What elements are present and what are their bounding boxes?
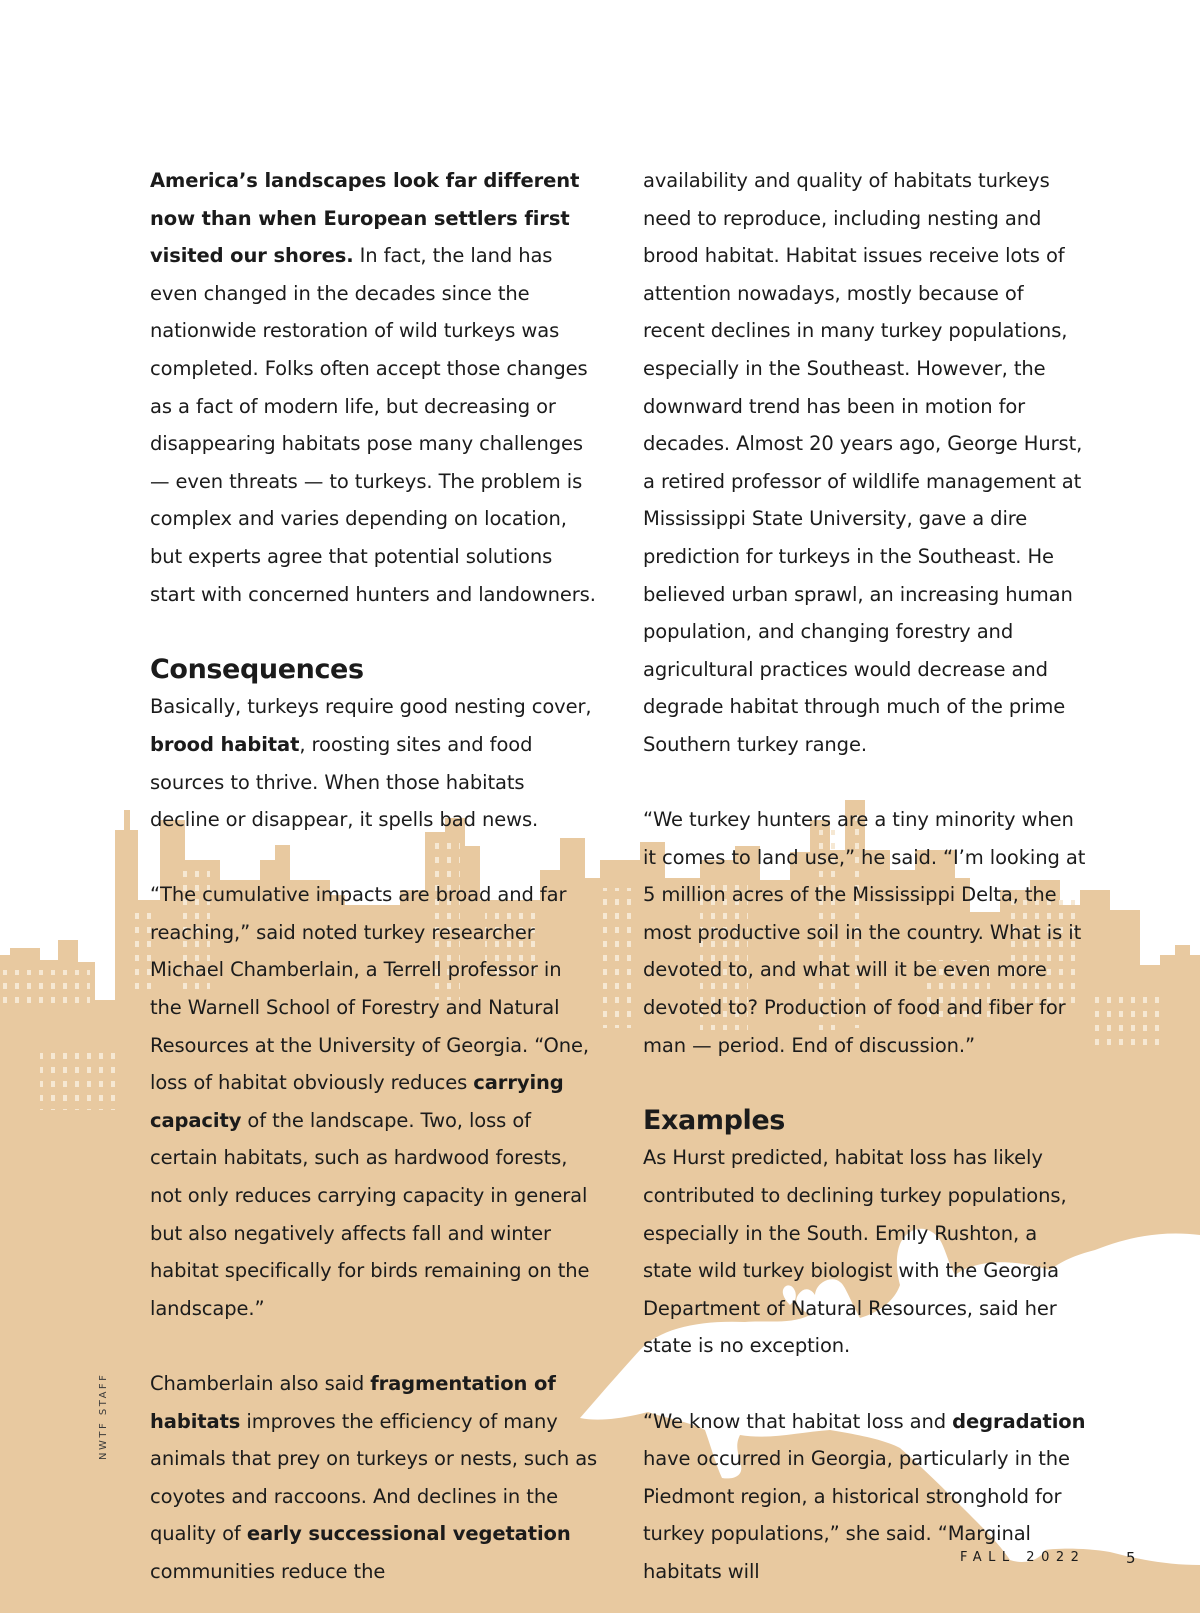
bold-term-early-successional-vegetation: early successional vegetation	[246, 1522, 571, 1546]
intro-body: In fact, the land has even changed in the decades since the nationwide restoration of wild turkeys was completed. Folks often accept those changes as a fact of modern life, but decreasing or disappearing habitats pose many challenges — even threats — to turkeys. The problem is complex and varies depending on location, but experts agree that potential solutions start with concerned hunters and landowners.	[150, 244, 596, 606]
text-run: Chamberlain also said	[150, 1372, 371, 1395]
paragraph-habitat-availability: availability and quality of habitats turkeys need to reproduce, including nesting and brood habitat. Habitat issues receive lots of attention nowadays, mostly because of recent declines in many turkey populations, especially in the Southeast. However, the downward trend has been in motion for decades. Almost 20 years ago, George Hurst, a retired professor of wildlife management at Mississippi State University, gave a dire prediction for turkeys in the Southeast. He believed urban sprawl, an increasing human population, and changing forestry and agricultural practices would decrease and degrade habitat through much of the prime Southern turkey range.	[643, 169, 1083, 756]
photo-credit: NWTF STAFF	[98, 1372, 109, 1460]
paragraph-fragmentation	[150, 1365, 598, 1591]
text-run: improves the efficiency of many animals that prey on turkeys or nests, such as coyotes and raccoons. And declines in the quality of	[150, 1409, 598, 1546]
right-column	[643, 162, 1091, 1591]
text-run: have occurred in Georgia, particularly in the Piedmont region, a historical stronghold for turkey populations,” she said. “Marginal habitats will	[643, 1447, 1070, 1583]
bold-term-brood-habitat: brood habitat	[150, 732, 300, 756]
bold-term-fragmentation: fragmentation of habitats	[150, 1372, 556, 1433]
intro-paragraph	[150, 162, 598, 613]
text-run: Basically, turkeys require good nesting cover,	[150, 695, 592, 719]
text-run: communities reduce the	[150, 1559, 386, 1583]
paragraph-hurst-quote: “We turkey hunters are a tiny minority when it comes to land use,” he said. “I’m looking at 5 million acres of the Mississippi Delta, the most productive soil in the country. What is it devoted to, and what will it be even more devoted to? Production of food and fiber for man — period. End of discussion.”	[643, 808, 1086, 1057]
paragraph-chamberlain-quote	[150, 876, 598, 1327]
paragraph-nesting	[150, 688, 598, 838]
bold-term-carrying-capacity: carrying capacity	[150, 1071, 564, 1132]
bold-term-degradation: degradation	[952, 1409, 1086, 1433]
text-run: of the landscape. Two, loss of certain habitats, such as hardwood forests, not only reduces carrying capacity in general but also negatively affects fall and winter habitat specifically for birds remaining on the landscape.”	[150, 1108, 590, 1320]
paragraph-rushton: As Hurst predicted, habitat loss has likely contributed to declining turkey populations, especially in the South. Emily Rushton, a state wild turkey biologist with the Georgia Department of Natural Resources, said her state is no exception.	[643, 1146, 1067, 1358]
text-run: “The cumulative impacts are broad and far reaching,” said noted turkey researcher Michael Chamberlain, a Terrell professor in the Warnell School of Forestry and Natural Resources at the University of Georgia. “One, loss of habitat obviously reduces	[150, 883, 590, 1095]
text-run: , roosting sites and food sources to thrive. When those habitats decline or disappear, it spells bad news.	[150, 732, 539, 832]
page-number: 5	[1126, 1549, 1136, 1567]
heading-examples: Examples	[643, 1104, 785, 1136]
left-column	[150, 162, 598, 1591]
intro-lead: America’s landscapes look far different now than when European settlers first visited our shores.	[150, 169, 580, 268]
text-run: “We know that habitat loss and	[643, 1409, 953, 1433]
heading-consequences: Consequences	[150, 653, 364, 685]
issue-label: FALL 2022	[960, 1550, 1086, 1565]
